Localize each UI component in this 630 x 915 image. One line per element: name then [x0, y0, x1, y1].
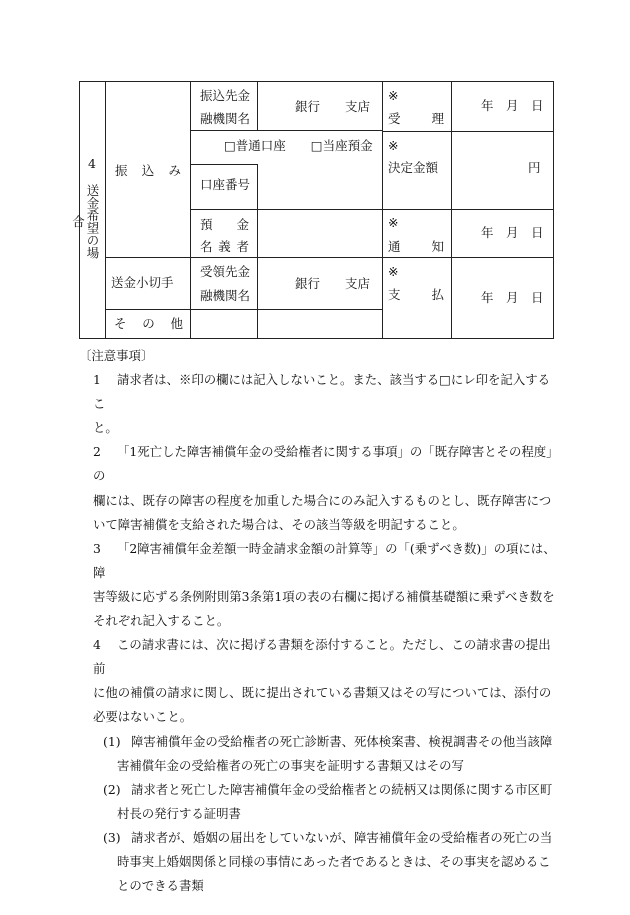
account-type-checkboxes[interactable]: □普通口座 □当座預金	[224, 138, 373, 153]
notes-heading: 〔注意事項〕	[79, 348, 154, 363]
yen-unit: 円	[528, 160, 541, 175]
note-subitem-2: (2) 請求者と死亡した障害補償年金の受給権者との続柄又は関係に関する市区町 村長の発行する証明書	[103, 781, 553, 821]
remittance-check-label: 送金小切手	[111, 275, 174, 290]
mark-juri: ※	[388, 88, 399, 103]
shiharai-label: 支 払	[388, 287, 444, 302]
mark-tsuchi: ※	[388, 215, 399, 230]
juri-label: 受 理	[388, 111, 444, 126]
section-title: 送金希望の場合	[70, 183, 100, 259]
mark-shiharai: ※	[388, 264, 399, 279]
section-number: 4	[88, 156, 96, 171]
account-number-label: 口座番号	[200, 177, 251, 192]
account-holder-label-1: 預 金	[200, 217, 249, 232]
note-item-4: 4 この請求書には、次に掲げる書類を添付すること。ただし、この請求書の提出前 に他の補償の請求に関し、既に提出されている書類又はその写については、添付の 必要はないこと。	[93, 637, 552, 725]
mark-kettei: ※	[388, 138, 399, 153]
tsuchi-label: 通 知	[388, 239, 444, 254]
juri-date: 年 月 日	[481, 98, 544, 113]
remittance-form-table	[70, 81, 554, 339]
note-subitem-1: (1) 障害補償年金の受給権者の死亡診断書、死体検案書、検視調書その他当該障 害補償年金の受給権者の死亡の事実を証明する書類又はその写	[103, 733, 553, 773]
receiving-bank-label-2: 融機関名	[200, 288, 251, 303]
account-holder-label-2: 名 義 者	[200, 239, 249, 254]
receiving-bank-value: 銀行 支店	[295, 276, 371, 291]
notes-section	[79, 344, 557, 898]
transfer-bank-label-1: 振込先金	[200, 88, 251, 103]
tsuchi-date: 年 月 日	[481, 225, 544, 240]
transfer-bank-value: 銀行 支店	[295, 99, 371, 114]
receiving-bank-label-1: 受領先金	[200, 264, 251, 279]
furikomi-label: 振 込 み	[115, 163, 181, 178]
transfer-bank-label-2: 融機関名	[200, 111, 251, 126]
note-item-2: 2 「1死亡した障害補償年金の受給権者に関する事項」の「既存障害とその程度」の 欄には、既存の障害の程度を加重した場合にのみ記入するものとし、既存障害につ いて障害補償を支給された場合は、その該当等級を明記すること。	[93, 444, 553, 532]
shiharai-date: 年 月 日	[481, 290, 544, 305]
note-item-3: 3 「2障害補償年金差額一時金請求金額の計算等」の「(乗ずべき数)」の項には、障 害等級に応ずる条例附則第3条第1項の表の右欄に掲げる補償基礎額に乗ずべき数を それぞれ記入すること。	[93, 540, 556, 629]
note-item-1: 1 請求者は、※印の欄には記入しないこと。また、該当する□にレ印を記入するこ と。	[93, 372, 550, 436]
note-subitem-3: (3) 請求者が、婚姻の届出をしていないが、障害補償年金の受給権者の死亡の当 時事実上婚姻関係と同様の事情にあった者であるときは、その事実を認めるこ とのできる書類	[103, 829, 553, 894]
kettei-kingaku-label: 決定金額	[388, 160, 439, 175]
other-label: そ の 他	[114, 316, 183, 331]
